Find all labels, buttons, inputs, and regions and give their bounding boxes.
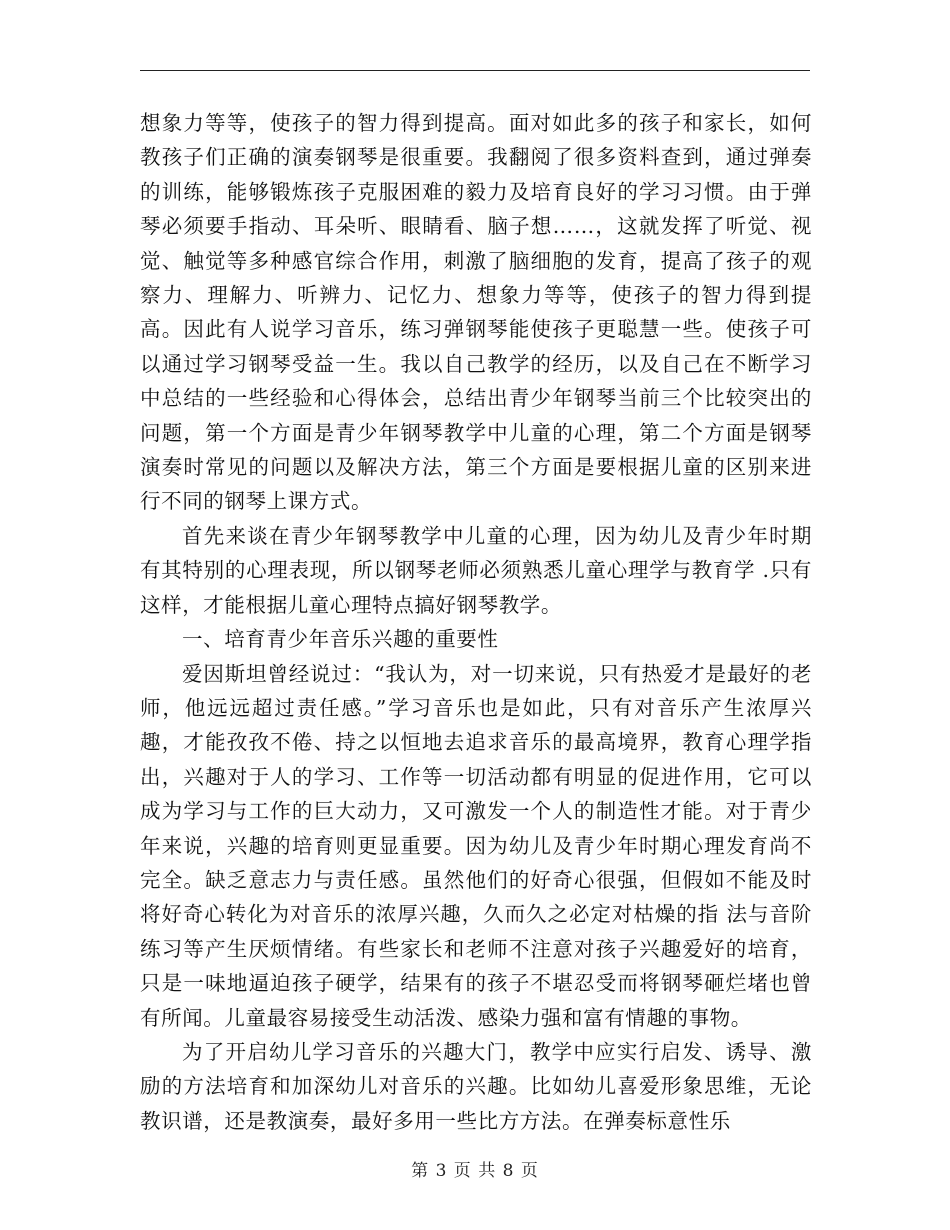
section-heading: 一、培育青少年音乐兴趣的重要性 [182, 627, 499, 652]
body-text [140, 106, 812, 1138]
paragraph: 想象力等等，使孩子的智力得到提高。面对如此多的孩子和家长，如何教孩子们正确的演奏钢琴是很重要。我翻阅了很多资料查到，通过弹奏的训练，能够锻炼孩子克服困难的毅力及培育良好的学习习惯。由于弹琴必须要手指动、耳朵听、眼睛看、脑子想……，这就发挥了听觉、视觉、触觉等多种感官综合作用，刺激了脑细胞的发育，提高了孩子的观察力、理解力、听辨力、记忆力、想象力等等，使孩子的智力得到提高。因此有人说学习音乐，练习弹钢琴能使孩子更聪慧一些。使孩子可以通过学习钢琴受益一生。我以自己教学的经历，以及自己在不断学习中总结的一些经验和心得体会，总结出青少年钢琴当前三个比较突出的问题，第一个方面是青少年钢琴教学中儿童的心理，第二个方面是钢琴演奏时常见的问题以及解决方法，第三个方面是要根据儿童的区别来进行不同的钢琴上课方式。 [140, 111, 812, 514]
paragraph: 首先来谈在青少年钢琴教学中儿童的心理，因为幼儿及青少年时期有其特别的心理表现，所以钢琴老师必须熟悉儿童心理学与教育学 .只有这样，才能根据儿童心理特点搞好钢琴教学。 [140, 523, 812, 617]
paragraph: 爱因斯坦曾经说过：“我认为，对一切来说，只有热爱才是最好的老师，他远远超过责任感。”学习音乐也是如此，只有对音乐产生浓厚兴趣，才能孜孜不倦、持之以恒地去追求音乐的最高境界，教育心理学指出，兴趣对于人的学习、工作等一切活动都有明显的促进作用，它可以成为学习与工作的巨大动力，又可激发一个人的制造性才能。对于青少年来说，兴趣的培育则更显重要。因为幼儿及青少年时期心理发育尚不完全。缺乏意志力与责任感。虽然他们的好奇心很强，但假如不能及时将好奇心转化为对音乐的浓厚兴趣，久而久之必定对枯燥的指 法与音阶练习等产生厌烦情绪。有些家长和老师不注意对孩子兴趣爱好的培育，只是一味地逼迫孩子硬学，结果有的孩子不堪忍受而将钢琴砸烂堵也曾有所闻。儿童最容易接受生动活泼、感染力强和富有情趣的事物。 [140, 661, 812, 1030]
header-rule [140, 70, 810, 71]
page-number-footer: 第 3 页 共 8 页 [411, 1161, 539, 1181]
paragraph: 为了开启幼儿学习音乐的兴趣大门，教学中应实行启发、诱导、激励的方法培育和加深幼儿对音乐的兴趣。比如幼儿喜爱形象思维，无论教识谱，还是教演奏，最好多用一些比方方法。在弹奏标意性乐 [140, 1039, 812, 1133]
